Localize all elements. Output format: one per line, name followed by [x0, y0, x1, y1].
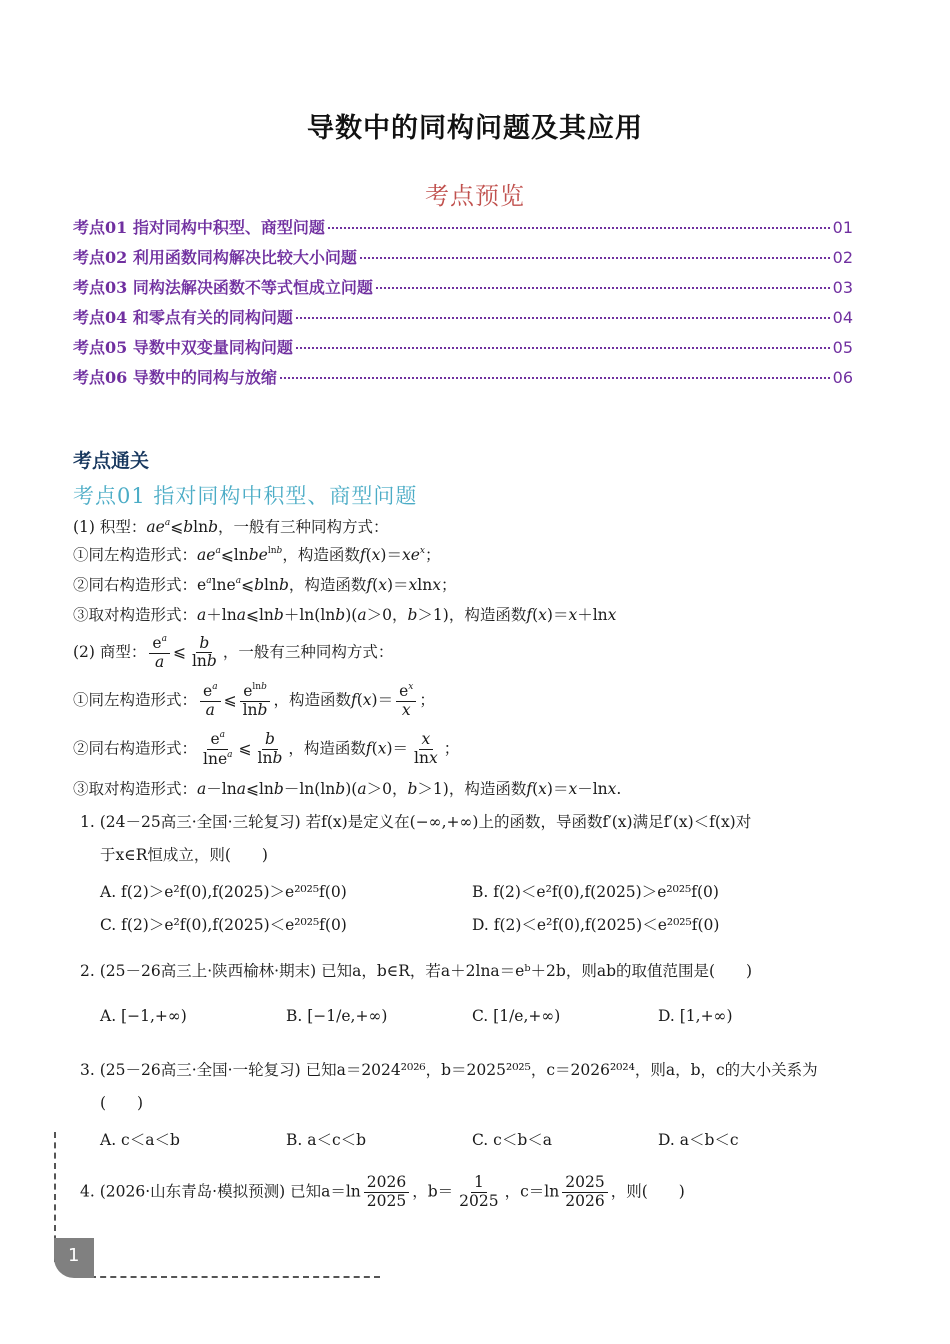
page-title: 导数中的同构问题及其应用	[307, 113, 643, 144]
toc-item[interactable]	[73, 245, 853, 275]
question-1-option-c[interactable]: C. f(2)＞e²f(0),f(2025)＜e²⁰²⁵f(0)	[100, 916, 347, 934]
table-of-contents	[73, 215, 853, 395]
question-2-option-c[interactable]: C. [1/e,+∞)	[472, 1007, 561, 1025]
quotient-intro: (2) 商型： $\frac{e^a}{a}$ ⩽ $\frac{b}{\ln b}$ ，一般有三种同构方式：	[73, 633, 394, 671]
toc-item-label: 考点02 利用函数同构解决比较大小问题	[73, 248, 357, 267]
toc-item-page: 02	[832, 248, 853, 267]
toc-item[interactable]	[73, 335, 853, 365]
footer-dashed-horizontal	[90, 1276, 380, 1278]
quotient-left-form: ①同左构造形式： $\frac{e^a}{a}$ ⩽ $\frac{e^{lnb}}{\ln b}$ ，构造函数f(x)＝ $\frac{e^x}{x}$ ；	[73, 682, 435, 719]
toc-item-label: 考点03 同构法解决函数不等式恒成立问题	[73, 278, 373, 297]
toc-item-label: 考点05 导数中双变量同构问题	[73, 338, 293, 357]
product-left-form: ①同左构造形式：$ae^a⩽lnbe^{lnb}$，构造函数$f(x)=xe^x$；	[73, 546, 441, 564]
point-heading: 考点01 指对同构中积型、商型问题	[73, 484, 418, 508]
toc-item-page: 03	[832, 278, 853, 297]
toc-item[interactable]	[73, 275, 853, 305]
question-3-stem: 3. (25－26高三·全国·一轮复习) 已知a＝2024²⁰²⁶，b＝2025²⁰²⁵，c＝2026²⁰²⁴，则a，b，c的大小关系为	[80, 1061, 818, 1079]
question-3-option-a[interactable]: A. c＜a＜b	[100, 1131, 180, 1149]
question-1-option-d[interactable]: D. f(2)＜e²f(0),f(2025)＜e²⁰²⁵f(0)	[472, 916, 720, 934]
toc-item-label: 考点06 导数中的同构与放缩	[73, 368, 277, 387]
product-right-form: ②同右构造形式：$e^a\ln e^a⩽blnb$，构造函数f(x)＝xlnx；	[73, 576, 457, 594]
toc-leader	[360, 257, 830, 259]
question-2-option-d[interactable]: D. [1,+∞)	[658, 1007, 733, 1025]
toc-item-page: 06	[832, 368, 853, 387]
toc-item-page: 01	[832, 218, 853, 237]
toc-leader	[280, 377, 830, 379]
question-2-stem: 2. (25－26高三上·陕西榆林·期末) 已知a，b∈R，若a＋2lna＝eᵇ＋2b，则ab的取值范围是( )	[80, 962, 753, 980]
toc-leader	[296, 347, 830, 349]
product-intro: (1) 积型：$ae^a⩽blnb$，一般有三种同构方式：	[73, 518, 389, 536]
question-1-stem-cont: 于x∈R恒成立，则( )	[100, 846, 268, 864]
section-heading: 考点通关	[73, 450, 150, 472]
toc-item[interactable]	[73, 365, 853, 395]
question-2-option-a[interactable]: A. [−1,+∞)	[100, 1007, 187, 1025]
toc-item-label: 考点01 指对同构中积型、商型问题	[73, 218, 325, 237]
toc-leader	[376, 287, 830, 289]
question-3-option-b[interactable]: B. a＜c＜b	[286, 1131, 367, 1149]
question-3-option-c[interactable]: C. c＜b＜a	[472, 1131, 553, 1149]
page-number: 1	[68, 1245, 80, 1266]
toc-item-page: 04	[832, 308, 853, 327]
product-log-form: ③取对构造形式：a＋lna⩽lnb＋ln(lnb)(a＞0，b＞1)，构造函数f(x)＝x＋lnx	[73, 606, 617, 624]
toc-item[interactable]	[73, 215, 853, 245]
toc-leader	[328, 227, 830, 229]
question-3-option-d[interactable]: D. a＜b＜c	[658, 1131, 739, 1149]
question-1-option-a[interactable]: A. f(2)＞e²f(0),f(2025)＞e²⁰²⁵f(0)	[100, 883, 347, 901]
question-2-option-b[interactable]: B. [−1/e,+∞)	[286, 1007, 388, 1025]
quotient-log-form: ③取对构造形式：a－lna⩽lnb－ln(lnb)(a＞0，b＞1)，构造函数f(x)＝x－lnx.	[73, 780, 622, 798]
toc-item[interactable]	[73, 305, 853, 335]
toc-leader	[296, 317, 830, 319]
preview-heading: 考点预览	[425, 182, 525, 210]
toc-item-label: 考点04 和零点有关的同构问题	[73, 308, 293, 327]
question-3-stem-cont: ( )	[100, 1094, 144, 1112]
toc-item-page: 05	[832, 338, 853, 357]
question-4-stem: 4. (2026·山东青岛·模拟预测) 已知a＝ln $\frac{2026}{2025}$ ，b＝ $\frac{1}{2025}$ ，c＝ln $\frac{2025}{2026}$ ，则( )	[80, 1173, 685, 1210]
question-1-stem: 1. (24－25高三·全国·三轮复习) 若f(x)是定义在(−∞,+∞)上的函数，导函数f′(x)满足f′(x)＜f(x)对	[80, 813, 752, 831]
quotient-right-form: ②同右构造形式： $\frac{e^a}{\ln e^a}$ ⩽ $\frac{b}{\ln b}$ ，构造函数f(x)＝ $\frac{x}{\ln x}$ ；	[73, 730, 460, 768]
question-1-option-b[interactable]: B. f(2)＜e²f(0),f(2025)＞e²⁰²⁵f(0)	[472, 883, 719, 901]
